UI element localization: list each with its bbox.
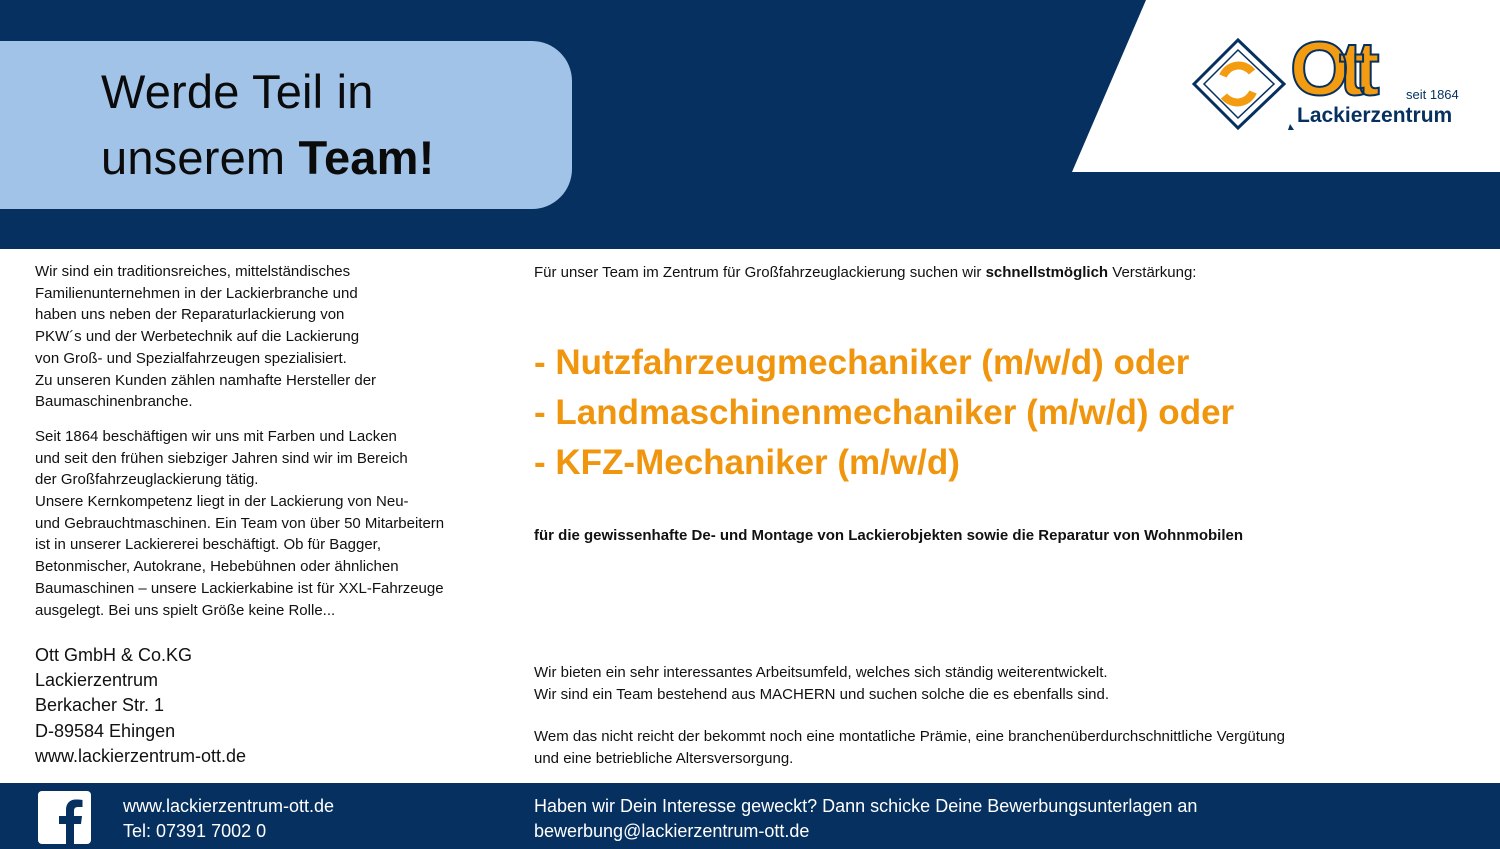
footer-contact <box>123 794 334 844</box>
logo-since: seit 1864 <box>1406 87 1459 102</box>
footer-website-link[interactable]: www.lackierzentrum-ott.de <box>123 796 335 816</box>
application-email-link[interactable]: bewerbung@lackierzentrum-ott.de <box>534 821 810 841</box>
address-company: Ott GmbH & Co.KG <box>35 645 193 665</box>
address-street: Berkacher Str. 1 <box>35 695 165 716</box>
company-address <box>35 643 246 769</box>
description-paragraph-1: Wir sind ein traditionsreiches, mittelständisches Familienunternehmen in der Lackierbranche und haben uns neben der Reparaturlackierung von PKW´s und der Werbetechnik auf die Lackierung von Groß- und Spezialfahrzeugen spezialisiert. Zu unseren Kunden zählen namhafte Hersteller der Baumaschinenbranche. <box>35 263 377 411</box>
description-paragraph-2: Seit 1864 beschäftigen wir uns mit Farben und Lacken und seit den frühen siebziger Jahren sind wir im Bereich der Großfahrzeuglackierung tätig. Unsere Kernkompetenz liegt in der Lackierung von Neu- und Gebrauchtmaschinen. Ein Team von über 50 Mitarbeitern ist in unserer Lackiererei beschäftigt. Ob für Bagger, Betonmischer, Autokrane, Hebebühnen oder ähnlichen Baumaschinen – unsere Lackierkabine ist für XXL-Fahrzeuge ausgelegt. Bei uns spielt Größe keine Rolle... <box>35 427 445 619</box>
job-offer: Wir bieten ein sehr interessantes Arbeitsumfeld, welches sich ständig weiterentwickelt. Wir sind ein Team bestehend aus MACHERN und suchen solche die es ebenfalls sind. Wem das nicht reicht der bekommt noch eine montatliche Prämie, eine branchenüberdurchschnittliche Vergütung und eine betriebliche Altersversorgung. <box>534 664 1285 767</box>
application-prompt: Haben wir Dein Interesse geweckt? Dann schicke Deine Bewerbungsunterlagen an <box>534 796 1198 816</box>
logo-wordmark: Ott <box>1290 27 1370 112</box>
headline-line-1: Werde Teil in <box>101 65 374 118</box>
company-description <box>35 261 505 634</box>
logo-subtitle: Lackierzentrum <box>1297 104 1453 127</box>
job-positions <box>534 338 1234 488</box>
facebook-icon[interactable] <box>38 791 91 844</box>
footer-bar <box>0 783 1500 849</box>
job-intro: Für unser Team im Zentrum für Großfahrzeuglackierung suchen wir schnellstmöglich Verstärkung: <box>534 264 1197 281</box>
address-city: D-89584 Ehingen <box>35 720 176 741</box>
footer-application <box>534 794 1197 844</box>
address-website-link[interactable]: www.lackierzentrum-ott.de <box>35 745 247 766</box>
address-department: Lackierzentrum <box>35 670 159 691</box>
headline-team-bold: Team! <box>298 131 435 184</box>
job-position: - KFZ-Mechaniker (m/w/d) <box>534 443 960 482</box>
job-position: - Landmaschinenmechaniker (m/w/d) oder <box>534 393 1235 432</box>
job-task: für die gewissenhafte De- und Montage von Lackierobjekten sowie die Reparatur von Wohnmobilen <box>534 527 1243 544</box>
headline-line-2: unserem Team! <box>101 131 435 184</box>
footer-phone: Tel: 07391 7002 0 <box>123 821 267 841</box>
job-position: - Nutzfahrzeugmechaniker (m/w/d) oder <box>534 343 1190 382</box>
